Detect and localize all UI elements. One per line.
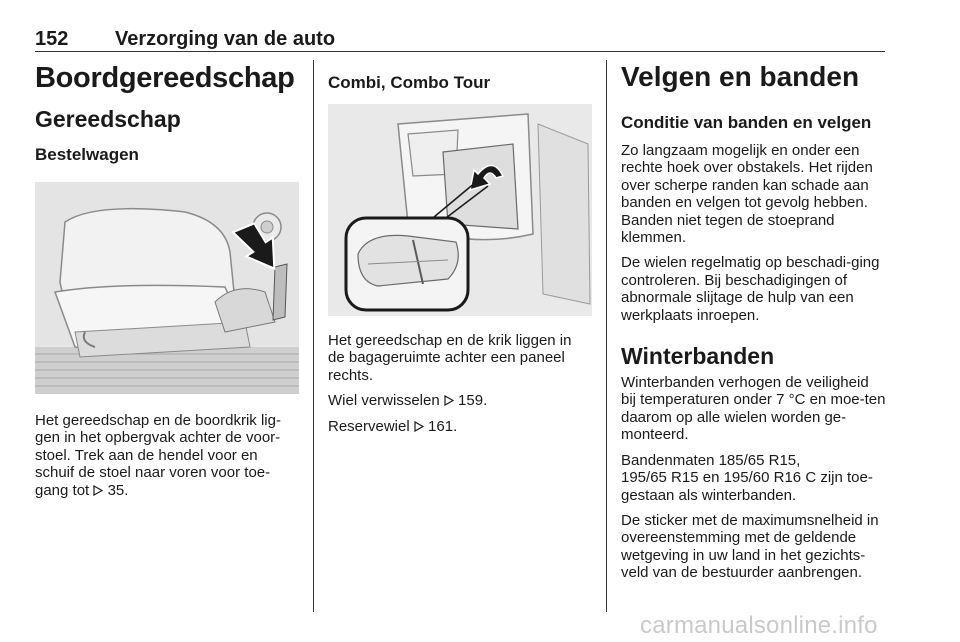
subtitle-winterbanden: Winterbanden: [621, 343, 775, 370]
running-title: Verzorging van de auto: [115, 28, 336, 50]
ref-wheel-change: Wiel verwisselen 159.: [328, 392, 488, 410]
caption-combi: Het gereedschap en de krik liggen in de bagageruimte achter een paneel rechts.: [328, 332, 572, 384]
para-tyre-sizes: Bandenmaten 185/65 R15, 195/65 R15 en 195/60 R16 C zijn toe-gestaan als winterbanden.: [621, 451, 873, 504]
section-conditie: Conditie van banden en velgen: [621, 113, 872, 132]
watermark: carmanualsonline.info: [640, 612, 878, 639]
reference-arrow-icon: [93, 485, 103, 496]
column-divider-1: [313, 60, 314, 612]
page-header: [35, 28, 885, 52]
figure-luggage-panel: [328, 104, 592, 316]
column-1: [35, 60, 299, 499]
para-obstacles: Zo langzaam mogelijk en onder een rechte hoek over obstakels. Het rijden over scherpe randen kan schade aan banden en velgen tot gevolg hebben. Banden niet tegen de stoeprand klemmen.: [621, 142, 873, 247]
column-3: [621, 60, 886, 582]
section-combi: Combi, Combo Tour: [328, 73, 491, 92]
reference-arrow-icon: [444, 395, 454, 406]
para-inspection: De wielen regelmatig op beschadi-ging controleren. Bij beschadigingen of abnormale slijtage de hulp van een werkplaats inroepen.: [621, 254, 880, 324]
chapter-title-velgen: Velgen en banden: [621, 61, 860, 92]
figure-seat-storage: [35, 182, 299, 394]
reference-arrow-icon: [414, 421, 424, 432]
section-bestelwagen: Bestelwagen: [35, 145, 139, 164]
page-number: 152: [35, 28, 69, 50]
para-winter-safety: Winterbanden verhogen de veiligheid bij temperaturen onder 7 °C en moe-ten daarom op alle wielen worden ge-monteerd.: [621, 374, 886, 444]
column-divider-2: [606, 60, 607, 612]
ref-spare-wheel: Reservewiel 161.: [328, 417, 458, 435]
caption-bestelwagen: Het gereedschap en de boordkrik lig-gen in het opbergvak achter de voor-stoel. Trek aan de hendel voor en schuif de stoel naar voren voor toe-gang tot 35.: [35, 412, 281, 499]
para-speed-sticker: De sticker met de maximumsnelheid in overeenstemming met de geldende wetgeving in uw land in het gezichts-veld van de bestuurder aanbrengen.: [621, 511, 879, 582]
header-rule: [35, 51, 885, 52]
chapter-title: Boordgereedschap: [35, 62, 295, 94]
luggage-panel-illustration: [328, 104, 592, 316]
subtitle-gereedschap: Gereedschap: [35, 106, 181, 132]
seat-storage-illustration: [35, 182, 299, 394]
column-2: [328, 60, 592, 435]
